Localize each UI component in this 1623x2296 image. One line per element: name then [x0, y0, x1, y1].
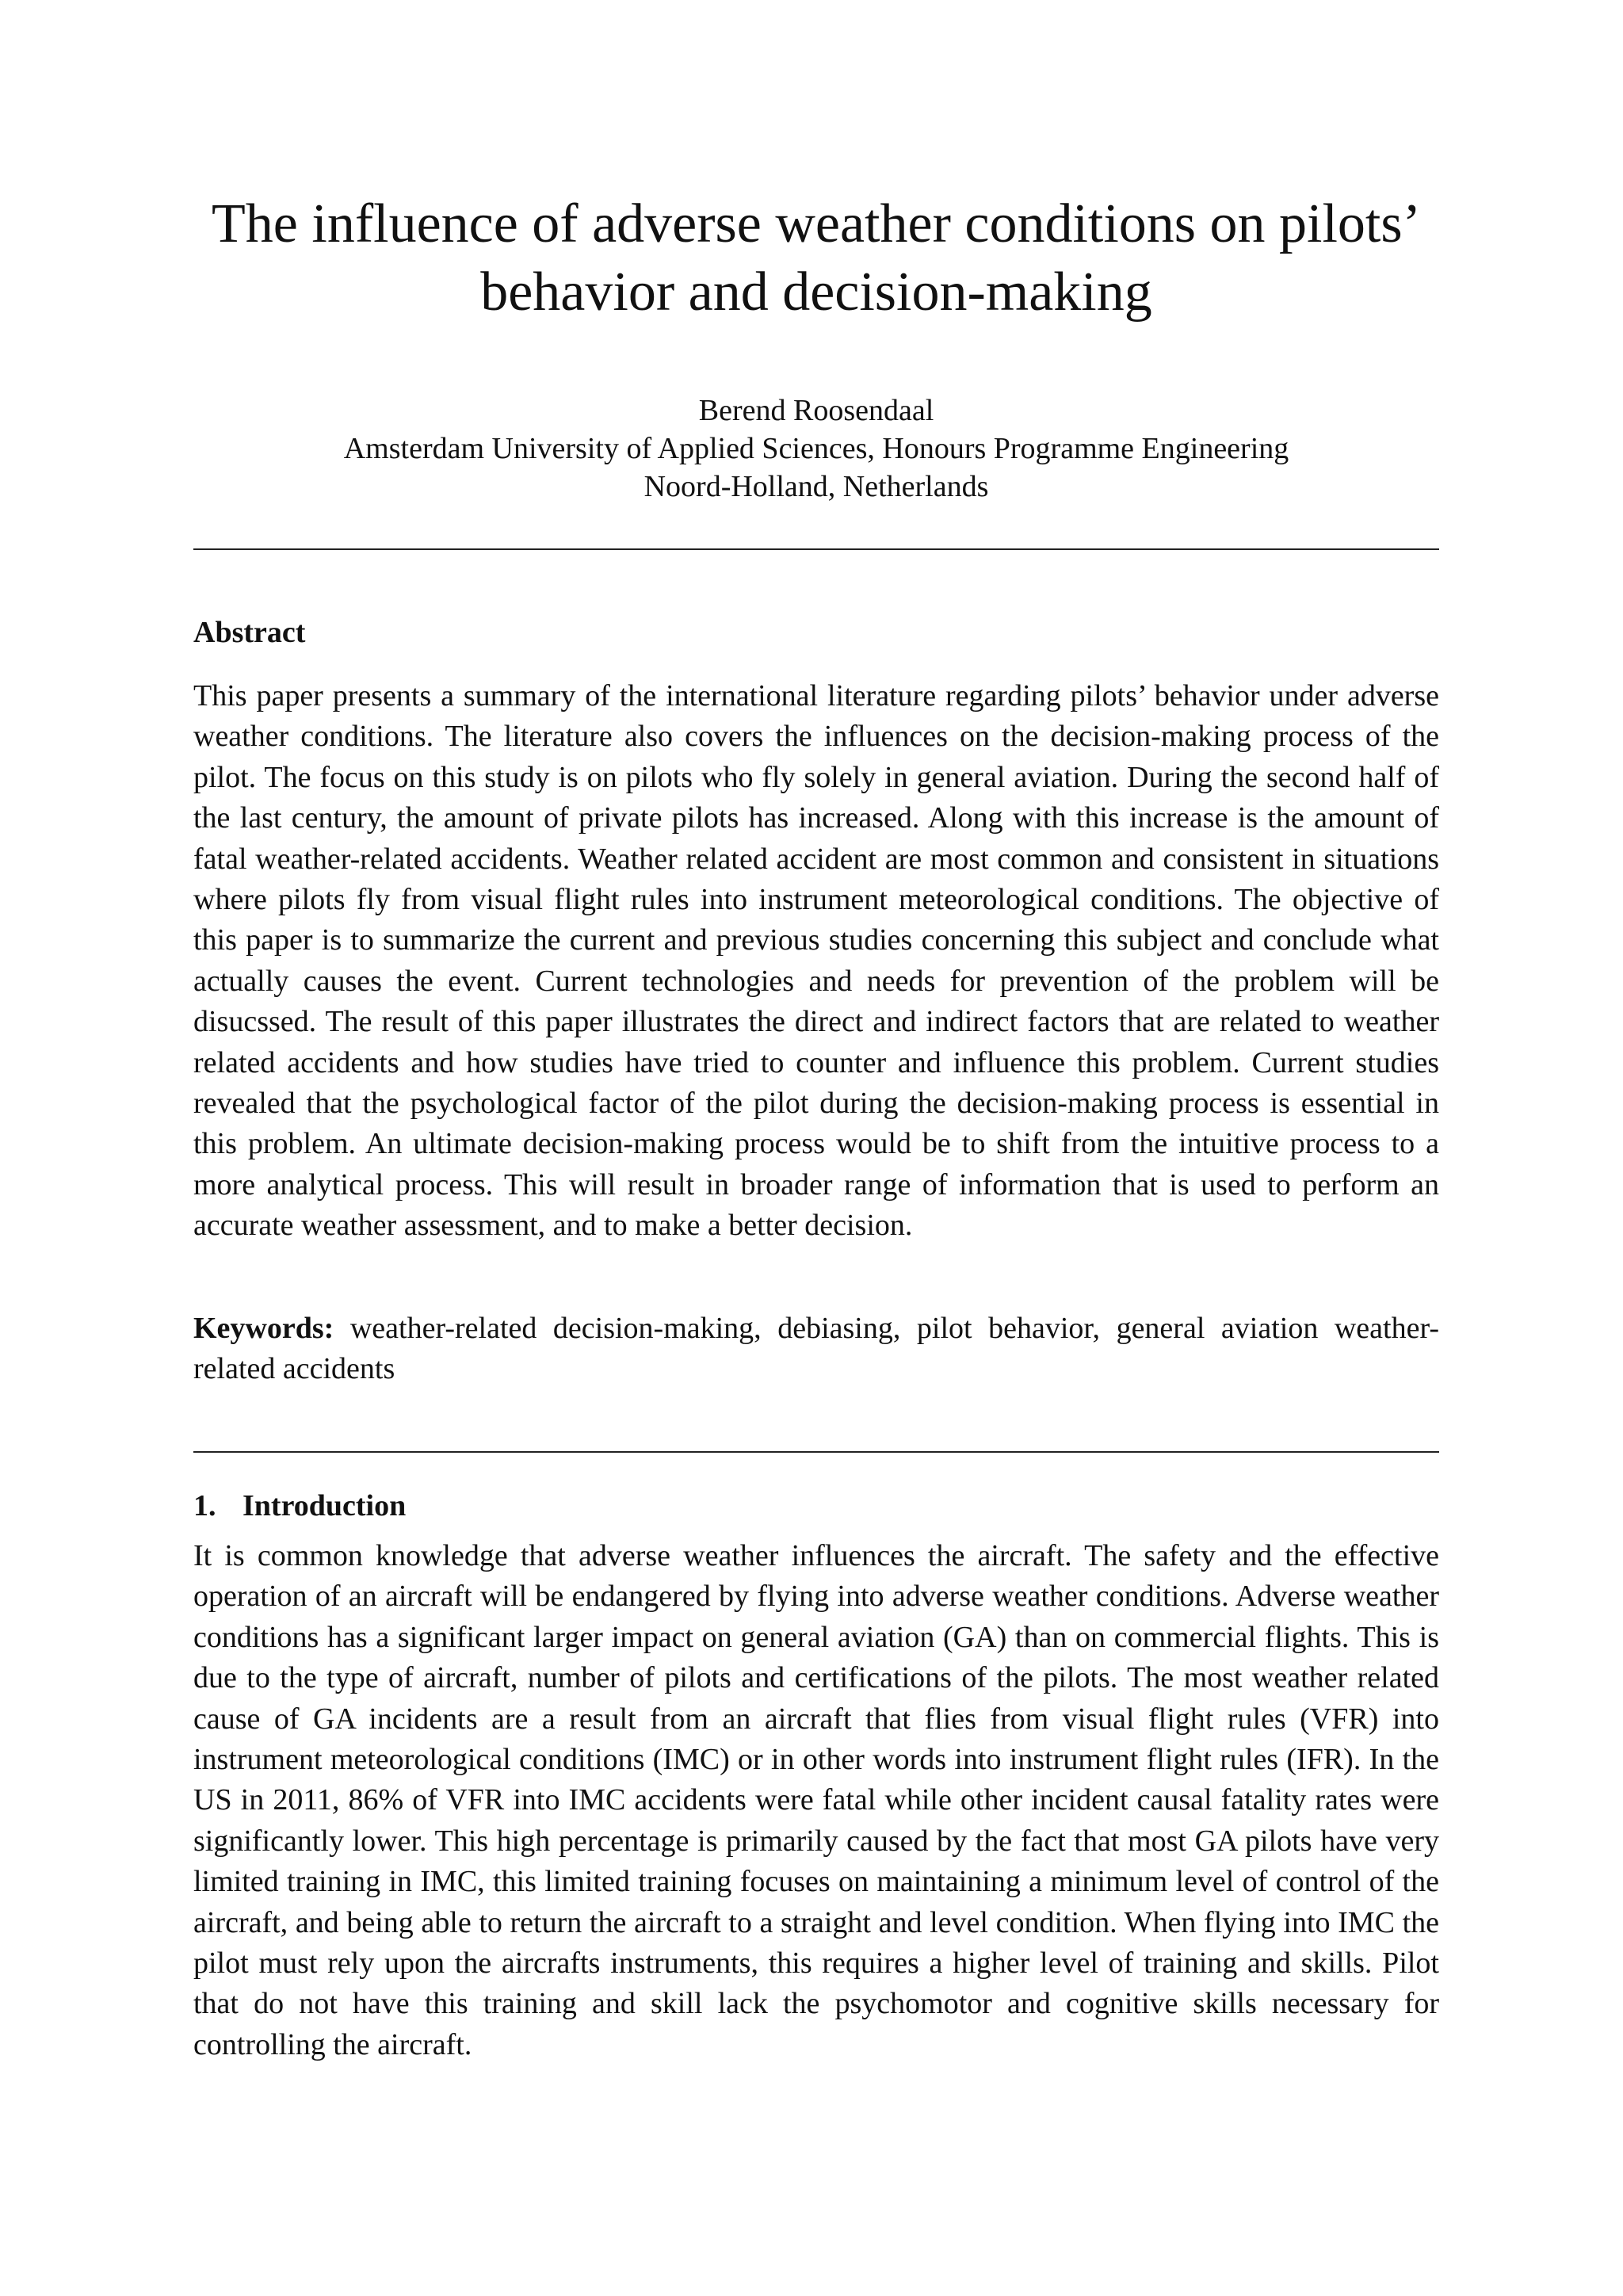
keywords: [193, 1308, 1439, 1390]
author-block: [193, 392, 1439, 506]
divider-top: [193, 548, 1439, 550]
paper-title: [193, 190, 1439, 327]
title-line-2: behavior and decision-making: [480, 262, 1152, 323]
section-number: 1.: [193, 1489, 216, 1522]
author-affiliation: Amsterdam University of Applied Sciences, Honours Programme Engineering: [343, 432, 1289, 465]
abstract-heading: Abstract: [193, 616, 306, 649]
divider-bottom: [193, 1451, 1439, 1453]
keywords-text: weather-related decision-making, debiasing, pilot behavior, general aviation weather-related accidents: [193, 1312, 1439, 1386]
introduction-text: It is common knowledge that adverse weather influences the aircraft. The safety and the effective operation of an aircraft will be endangered by flying into adverse weather conditions. Adverse weather conditions has a significant larger impact on general aviation (GA) than on commercial flights. This is due to the type of aircraft, number of pilots and certifications of the pilots. The most weather related cause of GA incidents are a result from an aircraft that flies from visual flight rules (VFR) into instrument meteorological conditions (IMC) or in other words into instrument flight rules (IFR). In the US in 2011, 86% of VFR into IMC accidents were fatal while other incident causal fatality rates were significantly lower. This high percentage is primarily caused by the fact that most GA pilots have very limited training in IMC, this limited training focuses on maintaining a minimum level of control of the aircraft, and being able to return the aircraft to a straight and level condition. When flying into IMC the pilot must rely upon the aircrafts instruments, this requires a higher level of training and skills. Pilot that do not have this training and skill lack the psychomotor and cognitive skills necessary for controlling the aircraft.: [193, 1539, 1439, 2061]
abstract-text: This paper presents a summary of the international literature regarding pilots’ behavior under adverse weather conditions. The literature also covers the influences on the decision-making process of the pilot. The focus on this study is on pilots who fly solely in general aviation. During the second half of the last century, the amount of private pilots has increased. Along with this increase is the amount of fatal weather-related accidents. Weather related accident are most common and consistent in situations where pilots fly from visual flight rules into instrument meteorological conditions. The objective of this paper is to summarize the current and previous studies concerning this subject and conclude what actually causes the event. Current technologies and needs for prevention of the problem will be disucssed. The result of this paper illustrates the direct and indirect factors that are related to weather related accidents and how studies have tried to counter and influence this problem. Current studies revealed that the psychological factor of the pilot during the decision-making process is essential in this problem. An ultimate decision-making process would be to shift from the intuitive process to a more analytical process. This will result in broader range of information that is used to perform an accurate weather assessment, and to make a better decision.: [193, 679, 1439, 1243]
author-name: Berend Roosendaal: [698, 394, 934, 427]
introduction-heading: [193, 1487, 406, 1525]
title-line-1: The influence of adverse weather conditions on pilots’: [212, 193, 1421, 254]
keywords-label: Keywords:: [193, 1312, 334, 1345]
author-location: Noord-Holland, Netherlands: [643, 470, 989, 503]
section-title: Introduction: [242, 1489, 407, 1522]
